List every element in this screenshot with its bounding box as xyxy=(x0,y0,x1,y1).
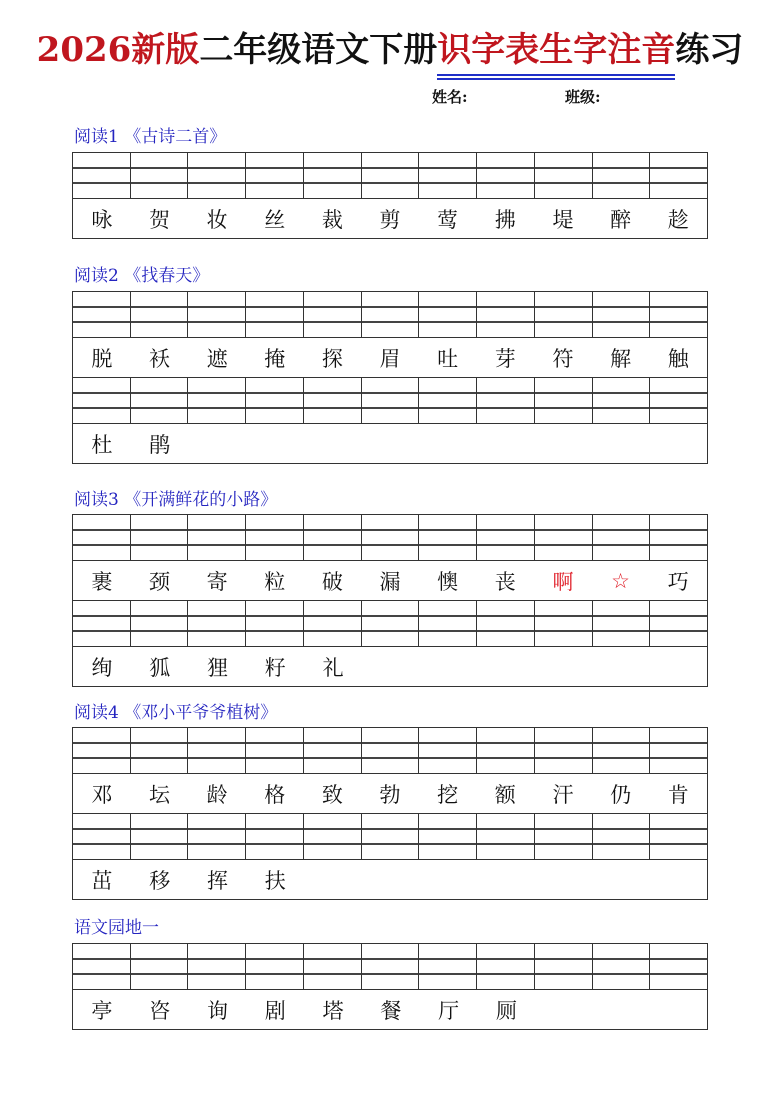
pinyin-cell[interactable] xyxy=(131,601,189,646)
pinyin-cell[interactable] xyxy=(131,378,189,423)
pinyin-row xyxy=(73,378,707,424)
pinyin-cell[interactable] xyxy=(477,292,535,337)
pinyin-cell[interactable] xyxy=(419,153,477,198)
hanzi-char: 剧 xyxy=(264,998,286,1023)
pinyin-row xyxy=(73,153,707,199)
pinyin-cell[interactable] xyxy=(477,944,535,989)
name-label: 姓名: xyxy=(432,88,468,106)
pinyin-cell[interactable] xyxy=(650,153,707,198)
hanzi-char: 遮 xyxy=(206,346,228,371)
hanzi-char: 厕 xyxy=(495,998,517,1023)
hanzi-char: 袄 xyxy=(148,346,170,371)
hanzi-char: 仍 xyxy=(610,782,632,807)
hanzi-row xyxy=(73,990,707,1029)
hanzi-char: 狸 xyxy=(206,655,228,680)
pinyin-cell[interactable] xyxy=(362,378,420,423)
hanzi-char: 亭 xyxy=(91,998,113,1023)
pinyin-cell[interactable] xyxy=(131,814,189,859)
pinyin-cell[interactable] xyxy=(188,601,246,646)
pinyin-cell[interactable] xyxy=(188,153,246,198)
class-label: 班级: xyxy=(565,88,601,106)
hanzi-row xyxy=(73,424,707,463)
pinyin-cell[interactable] xyxy=(362,814,420,859)
pinyin-cell[interactable] xyxy=(246,515,304,560)
pinyin-row xyxy=(73,515,707,561)
hanzi-char: 餐 xyxy=(380,998,402,1023)
hanzi-char: 籽 xyxy=(264,655,286,680)
section-title: 阅读1 《古诗二首》 xyxy=(74,127,227,147)
hanzi-char: 汗 xyxy=(552,782,574,807)
pinyin-cell[interactable] xyxy=(650,515,707,560)
pinyin-row xyxy=(73,601,707,647)
pinyin-cell[interactable] xyxy=(131,515,189,560)
pinyin-cell[interactable] xyxy=(246,728,304,773)
hanzi-char: 塔 xyxy=(322,998,344,1023)
pinyin-cell[interactable] xyxy=(650,378,707,423)
pinyin-cell[interactable] xyxy=(419,944,477,989)
hanzi-char: 巧 xyxy=(667,569,689,594)
pinyin-row xyxy=(73,814,707,860)
hanzi-char: 狐 xyxy=(149,655,171,680)
hanzi-char: 裹 xyxy=(91,569,113,594)
hanzi-char: 龄 xyxy=(206,782,228,807)
character-grid xyxy=(72,514,708,687)
hanzi-char: 妆 xyxy=(206,207,228,232)
hanzi-row xyxy=(73,561,707,601)
section-title: 阅读3 《开满鲜花的小路》 xyxy=(74,490,278,510)
pinyin-cell[interactable] xyxy=(246,378,304,423)
pinyin-cell[interactable] xyxy=(419,292,477,337)
hanzi-char: 鹃 xyxy=(149,432,171,457)
section-title: 语文园地一 xyxy=(74,918,159,938)
pinyin-cell[interactable] xyxy=(650,728,707,773)
pinyin-cell[interactable] xyxy=(246,814,304,859)
pinyin-cell[interactable] xyxy=(73,292,131,337)
pinyin-cell[interactable] xyxy=(362,292,420,337)
hanzi-char: 芽 xyxy=(494,346,516,371)
pinyin-cell[interactable] xyxy=(477,601,535,646)
hanzi-char: 漏 xyxy=(379,569,401,594)
pinyin-cell[interactable] xyxy=(73,378,131,423)
hanzi-char: 符 xyxy=(552,346,574,371)
pinyin-cell[interactable] xyxy=(593,814,651,859)
character-grid xyxy=(72,727,708,900)
pinyin-cell[interactable] xyxy=(419,515,477,560)
pinyin-cell[interactable] xyxy=(593,515,651,560)
hanzi-char: 脱 xyxy=(91,346,113,371)
hanzi-char: 丧 xyxy=(494,569,516,594)
pinyin-cell[interactable] xyxy=(304,515,362,560)
hanzi-char: 扶 xyxy=(264,868,286,893)
pinyin-cell[interactable] xyxy=(73,515,131,560)
pinyin-cell[interactable] xyxy=(188,292,246,337)
hanzi-char: 探 xyxy=(321,346,343,371)
pinyin-cell[interactable] xyxy=(188,944,246,989)
pinyin-cell[interactable] xyxy=(246,153,304,198)
hanzi-char: 莺 xyxy=(437,207,459,232)
pinyin-cell[interactable] xyxy=(131,728,189,773)
hanzi-char: 咏 xyxy=(91,207,113,232)
hanzi-char: 掩 xyxy=(264,346,286,371)
pinyin-cell[interactable] xyxy=(593,153,651,198)
pinyin-cell[interactable] xyxy=(73,153,131,198)
page-title xyxy=(0,28,780,72)
hanzi-char: 杜 xyxy=(91,432,113,457)
hanzi-char: 啊 xyxy=(552,569,574,594)
hanzi-char: 眉 xyxy=(379,346,401,371)
hanzi-char: 茁 xyxy=(91,868,113,893)
hanzi-char: 颈 xyxy=(148,569,170,594)
pinyin-cell[interactable] xyxy=(535,601,593,646)
hanzi-char: 裁 xyxy=(321,207,343,232)
hanzi-row xyxy=(73,774,707,814)
pinyin-cell[interactable] xyxy=(593,378,651,423)
pinyin-cell[interactable] xyxy=(419,814,477,859)
hanzi-row xyxy=(73,338,707,378)
pinyin-cell[interactable] xyxy=(477,728,535,773)
hanzi-char: 解 xyxy=(610,346,632,371)
character-grid xyxy=(72,152,708,239)
pinyin-cell[interactable] xyxy=(362,515,420,560)
hanzi-char: 咨 xyxy=(149,998,171,1023)
title-practice: 练习 xyxy=(675,30,744,70)
pinyin-cell[interactable] xyxy=(73,601,131,646)
pinyin-cell[interactable] xyxy=(650,292,707,337)
pinyin-cell[interactable] xyxy=(131,292,189,337)
pinyin-cell[interactable] xyxy=(535,515,593,560)
hanzi-char: 挥 xyxy=(206,868,228,893)
pinyin-cell[interactable] xyxy=(362,944,420,989)
pinyin-cell[interactable] xyxy=(246,601,304,646)
hanzi-char: 勃 xyxy=(379,782,401,807)
pinyin-cell[interactable] xyxy=(188,814,246,859)
hanzi-char: 挖 xyxy=(437,782,459,807)
hanzi-char: 邓 xyxy=(91,782,113,807)
pinyin-cell[interactable] xyxy=(535,944,593,989)
hanzi-char: 破 xyxy=(321,569,343,594)
pinyin-cell[interactable] xyxy=(593,944,651,989)
pinyin-cell[interactable] xyxy=(304,814,362,859)
hanzi-char: 额 xyxy=(494,782,516,807)
hanzi-char: 趁 xyxy=(667,207,689,232)
pinyin-cell[interactable] xyxy=(246,292,304,337)
hanzi-char: 触 xyxy=(667,346,689,371)
hanzi-char: 贺 xyxy=(148,207,170,232)
pinyin-cell[interactable] xyxy=(650,944,707,989)
pinyin-cell[interactable] xyxy=(73,944,131,989)
pinyin-cell[interactable] xyxy=(650,814,707,859)
section-title: 阅读2 《找春天》 xyxy=(74,266,210,286)
pinyin-cell[interactable] xyxy=(362,601,420,646)
character-grid xyxy=(72,943,708,1030)
pinyin-cell[interactable] xyxy=(650,601,707,646)
title-year-edition: 2026新版 xyxy=(36,30,200,70)
hanzi-char: 询 xyxy=(206,998,228,1023)
hanzi-char: 绚 xyxy=(91,655,113,680)
pinyin-cell[interactable] xyxy=(535,728,593,773)
pinyin-cell[interactable] xyxy=(246,944,304,989)
hanzi-row xyxy=(73,647,707,686)
pinyin-cell[interactable] xyxy=(362,728,420,773)
hanzi-char: 格 xyxy=(264,782,286,807)
hanzi-char: 致 xyxy=(321,782,343,807)
pinyin-cell[interactable] xyxy=(477,814,535,859)
pinyin-cell[interactable] xyxy=(73,728,131,773)
pinyin-cell[interactable] xyxy=(304,292,362,337)
pinyin-cell[interactable] xyxy=(535,378,593,423)
hanzi-char: 寄 xyxy=(206,569,228,594)
pinyin-cell[interactable] xyxy=(304,153,362,198)
pinyin-cell[interactable] xyxy=(419,601,477,646)
pinyin-cell[interactable] xyxy=(188,728,246,773)
pinyin-cell[interactable] xyxy=(419,728,477,773)
hanzi-row xyxy=(73,199,707,238)
pinyin-cell[interactable] xyxy=(362,153,420,198)
hanzi-char: 厅 xyxy=(438,998,460,1023)
section-title: 阅读4 《邓小平爷爷植树》 xyxy=(74,703,278,723)
pinyin-row xyxy=(73,944,707,990)
pinyin-cell[interactable] xyxy=(419,378,477,423)
hanzi-char: 礼 xyxy=(322,655,344,680)
pinyin-cell[interactable] xyxy=(188,378,246,423)
pinyin-cell[interactable] xyxy=(304,378,362,423)
hanzi-char: 堤 xyxy=(552,207,574,232)
pinyin-cell[interactable] xyxy=(304,728,362,773)
pinyin-row xyxy=(73,292,707,338)
hanzi-char: 移 xyxy=(149,868,171,893)
pinyin-cell[interactable] xyxy=(304,944,362,989)
pinyin-cell[interactable] xyxy=(593,601,651,646)
hanzi-char: 懊 xyxy=(437,569,459,594)
hanzi-char: 醉 xyxy=(610,207,632,232)
pinyin-cell[interactable] xyxy=(535,292,593,337)
pinyin-row xyxy=(73,728,707,774)
pinyin-cell[interactable] xyxy=(131,153,189,198)
pinyin-cell[interactable] xyxy=(593,728,651,773)
hanzi-char: 粒 xyxy=(264,569,286,594)
pinyin-cell[interactable] xyxy=(73,814,131,859)
pinyin-cell[interactable] xyxy=(477,378,535,423)
hanzi-char: 剪 xyxy=(379,207,401,232)
pinyin-cell[interactable] xyxy=(188,515,246,560)
pinyin-cell[interactable] xyxy=(131,944,189,989)
pinyin-cell[interactable] xyxy=(535,153,593,198)
character-grid xyxy=(72,291,708,464)
hanzi-char: 坛 xyxy=(148,782,170,807)
hanzi-char: 丝 xyxy=(264,207,286,232)
title-highlight: 识字表生字注音 xyxy=(437,30,676,70)
pinyin-cell[interactable] xyxy=(304,601,362,646)
pinyin-cell[interactable] xyxy=(535,814,593,859)
pinyin-cell[interactable] xyxy=(477,515,535,560)
hanzi-char: 拂 xyxy=(494,207,516,232)
pinyin-cell[interactable] xyxy=(593,292,651,337)
pinyin-cell[interactable] xyxy=(477,153,535,198)
title-grade: 二年级语文下册 xyxy=(199,30,438,70)
hanzi-char: 肯 xyxy=(667,782,689,807)
hanzi-row xyxy=(73,860,707,899)
hanzi-char: 吐 xyxy=(437,346,459,371)
star-icon: ☆ xyxy=(611,568,630,593)
